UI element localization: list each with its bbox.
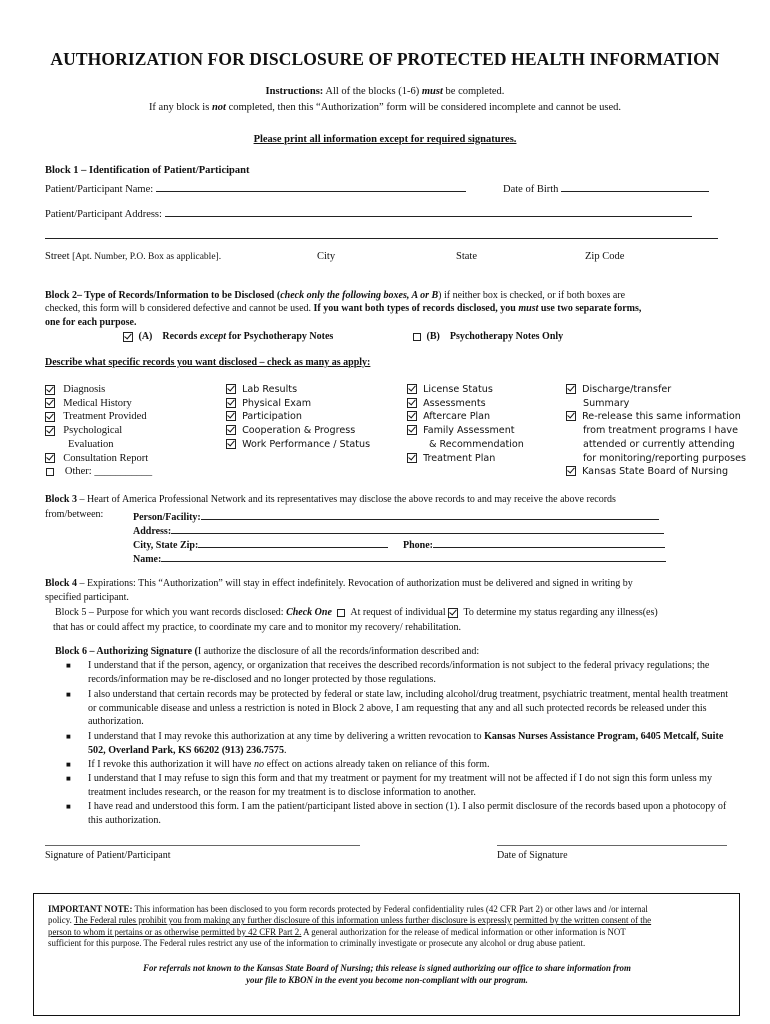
city-label: City [317,251,336,262]
block5-text: – Purpose for which you want records disclosed: [88,607,284,618]
phone-field[interactable] [433,537,665,548]
block6-bullet-3: I understand that I may revoke this authorization at any time by delivering a written revocation to Kansas Nurses Assistance Program, 6405 Metcalf, Suite 502, Overland Park, KS 66202 (913) 236.7575. [88,731,724,756]
record-label: Work Performance / Status [242,438,371,450]
record-label: Psychological [63,425,123,437]
block3-name-row [133,551,666,565]
print-note: Please print all information except for required signatures. [253,134,517,145]
bullet-icon: ■ [66,732,71,741]
records-column-4 [566,383,746,479]
block6-bullet-5: I understand that I may refuse to sign this form and that my treatment or payment for my treatment will not be affected if I do not sign this form unless my treatment includes research, or the reason for my treatment is to disclose information to another. [88,773,713,798]
record-item[interactable] [407,424,524,438]
instructions-text: All of the blocks (1-6) [325,86,420,97]
street-label: Street [45,251,70,262]
describe-heading: Describe what specific records you want disclosed – check as many as apply: [45,357,371,368]
block5-label: Block 5 [55,607,87,618]
instructions-text: be completed. [445,86,505,97]
referral-note [33,963,741,986]
record-item[interactable] [566,465,746,479]
block6-bullet-4 [88,758,738,772]
block3-address-row [133,523,664,537]
important-note-text [48,904,738,949]
bullet-icon: ■ [66,690,71,699]
records-column-1 [45,383,152,479]
record-label: Participation [242,411,302,423]
record-item[interactable] [226,397,370,411]
record-label: Discharge/transfer [582,384,672,395]
revoke-effect-text: If I revoke this authorization it will have [88,759,252,770]
person-facility-label: Person/Facility: [133,512,201,523]
dob-field[interactable] [561,180,709,192]
record-label: Assessments [423,397,486,409]
record-item-continued: attended or currently attending [583,438,735,450]
phone-label: Phone: [403,540,433,551]
checkbox-checked-icon[interactable] [566,384,576,394]
record-item[interactable] [566,383,746,397]
block5-option-2: To determine my status regarding any illness(es) [463,607,658,618]
record-label: Treatment Plan [423,452,496,464]
bullet-icon: ■ [66,802,71,811]
record-item[interactable] [45,424,152,438]
record-item[interactable] [226,383,370,397]
block2-label: Block 2 [45,290,77,301]
record-label: Diagnosis [63,384,106,395]
record-label: Lab Results [242,384,298,395]
checkbox-checked-icon[interactable] [123,332,133,342]
record-label: Treatment Provided [63,411,147,423]
checkbox-checked-icon[interactable] [45,412,55,422]
phone-row [403,537,665,551]
referral-text: your file to KBON in the event you become non-compliant with our program. [246,974,528,985]
checkbox-checked-icon[interactable] [407,425,417,435]
person-facility-row [133,509,659,523]
checkbox-checked-icon[interactable] [226,425,236,435]
record-item[interactable] [407,410,524,424]
patient-name-row [45,180,466,195]
checkbox-checked-icon[interactable] [407,384,417,394]
checkbox-checked-icon[interactable] [226,439,236,449]
record-item[interactable] [45,383,152,397]
record-label: Re-release this same information [582,411,741,423]
must-emphasis: must [421,86,443,97]
option-a-text: for Psychotherapy Notes [228,331,334,342]
no-emphasis: no [253,759,265,770]
option-b[interactable] [413,331,563,342]
record-item[interactable] [407,383,524,397]
record-item[interactable] [45,397,152,411]
record-label: License Status [423,384,493,395]
city-state-zip-field[interactable] [198,537,388,548]
record-item[interactable] [226,410,370,424]
patient-name-field[interactable] [156,180,466,192]
block2-text: ) if neither box is checked, or if both boxes are [438,290,626,301]
referral-text: For referrals not known to the Kansas State Board of Nursing; this release is signed authorizing our office to share information from [143,963,631,973]
page-title: AUTHORIZATION FOR DISCLOSURE OF PROTECTED HEALTH INFORMATION [50,49,720,69]
record-label: Kansas State Board of Nursing [582,466,729,478]
record-item-continued: for monitoring/reporting purposes [583,452,747,464]
block3-name-label: Name: [133,554,162,565]
checkbox-checked-icon[interactable] [226,384,236,394]
record-label: Medical History [63,397,132,409]
block6-bullet-2: I also understand that certain records may be protected by federal or state law, including alcohol/drug treatment, psychiatric treatment, mental health treatment or communicable disease and unless a restriction is noted in Block 2 above, I am requesting that any and all such protected records be released under this authorization. [88,689,729,727]
record-item[interactable] [407,397,524,411]
revoke-effect-text: effect on actions already taken on reliance of this form. [266,759,490,770]
address-label: Patient/Participant Address: [45,209,162,220]
record-label: Physical Exam [242,397,312,409]
note-text: This information has been disclosed to you form records protected by Federal confidentiality rules (42 CFR Part 2) or other laws and /or internal [134,904,648,914]
instructions-line-1 [0,86,770,97]
person-facility-field[interactable] [201,509,659,520]
record-item[interactable] [45,410,152,424]
dob-label: Date of Birth [503,184,559,195]
note-text-underlined: The Federal rules prohibit you from making any further disclosure of this information unless further disclosure is expressly permitted by the written consent of the [73,915,652,926]
state-label: State [456,251,477,262]
signature-label: Signature of Patient/Participant [45,850,171,861]
note-text-underlined: person to whom it pertains or as otherwise permitted by 42 CFR Part 2. [48,926,302,937]
note-text: sufficient for this purpose. The Federal rules restrict any use of the information to criminally investigate or prosecute any alcohol or drug abuse patient. [48,937,586,948]
block2-text-bold: use two separate forms, [540,303,642,315]
patient-name-label: Patient/Participant Name: [45,184,154,195]
instructions-label: Instructions: [265,86,324,97]
checkbox-checked-icon[interactable] [226,398,236,408]
instructions-line-2 [0,102,770,113]
dob-row [503,180,709,195]
zip-label: Zip Code [585,251,625,262]
checkbox-empty-icon[interactable] [413,333,421,341]
important-note-label: IMPORTANT NOTE: [48,904,133,914]
revoke-text: I understand that I may revoke this authorization at any time by delivering a written revocation to [88,731,482,742]
checkbox-checked-icon[interactable] [407,453,417,463]
block2-text: checked, this form will b considered defective and cannot be used. [45,303,312,315]
block4-text: specified participant. [45,592,129,603]
record-item[interactable] [226,424,370,438]
record-item-continued: Evaluation [68,438,114,450]
instructions-text: If any block is [148,102,210,113]
block4-label: Block 4 [45,578,77,589]
checkbox-checked-icon[interactable] [45,453,55,463]
record-label: Consultation Report [63,452,149,464]
record-label: Cooperation & Progress [242,425,356,437]
block3-text: – Heart of America Professional Network and its representatives may disclose the above records to and may receive the above records [79,494,616,505]
records-column-3 [407,383,524,465]
block5-option-1: At request of individual [350,607,446,618]
checkbox-checked-icon[interactable] [226,411,236,421]
note-text: policy. [48,915,72,926]
option-b-label: (B) [426,331,440,342]
block6-bullet-6: I have read and understood this form. I am the patient/participant listed above in section (1). I also permit disclosure of the records based upon a photocopy of this authorization. [88,801,727,826]
block4 [45,577,735,605]
city-state-zip-label: City, State Zip: [133,540,199,551]
checkbox-checked-icon[interactable] [566,466,576,476]
street-label-row [45,251,221,262]
record-label: Family Assessment [423,425,515,437]
not-emphasis: not [211,102,226,113]
check-one-label: Check One [286,607,332,618]
block4-text: – Expirations: This “Authorization” will stay in effect indefinitely. Revocation of authorization must be delivered and signed in writing by [79,578,633,589]
option-a-except: except [199,331,226,342]
date-signature-label: Date of Signature [497,850,568,861]
block2-heading [45,289,735,329]
record-item[interactable] [45,452,152,466]
record-item[interactable] [226,438,370,452]
record-item[interactable] [566,410,746,424]
block2-check-note: check only the following boxes, A or B [280,290,439,301]
address-row [45,205,692,220]
checkbox-empty-icon[interactable] [337,609,345,617]
block1-heading: Block 1 – Identification of Patient/Participant [45,165,250,176]
checkbox-checked-icon[interactable] [45,426,55,436]
option-a-label: (A) [138,331,153,342]
block2-text-bold: If you want both types of records disclosed, you [313,303,516,315]
option-a[interactable] [123,331,333,342]
block3-label: Block 3 [45,494,77,505]
record-item-continued: & Recommendation [429,438,524,450]
block3-intro [45,494,616,505]
block6-bullet-1: I understand that if the person, agency, or organization that receives the described records/information is not subject to the federal privacy regulations; the records/information may be re-disclosed and no longer protected by those regulations. [88,660,710,685]
block6-heading [55,646,479,657]
note-text: A general authorization for the release of medical information or other information is NOT [303,926,626,937]
bullet-icon: ■ [66,774,71,783]
instructions-text: completed, then this “Authorization” form will be considered incomplete and cannot be used. [228,102,622,113]
signature-line[interactable] [45,845,360,846]
record-item-continued: from treatment programs I have [583,425,738,437]
block3-name-field[interactable] [161,551,666,562]
city-state-zip-row [133,537,388,551]
block5-line-2: that has or could affect my practice, to coordinate my care and to monitor my recovery/ rehabilitation. [53,622,461,633]
must-emphasis: must [518,303,539,315]
block3-from: from/between: [45,509,104,520]
record-item-continued: Summary [583,397,630,409]
record-label: Aftercare Plan [423,411,491,423]
block3-address-label: Address: [133,526,172,537]
address-field[interactable] [165,205,692,217]
block6-label: Block 6 – Authorizing Signature ( [55,646,198,657]
revoke-organization: Kansas Nurses Assistance Program, 6405 Metcalf, Suite 502, Overland Park, KS 66202 (913) 236.7575 [88,731,724,756]
checkbox-checked-icon[interactable] [566,411,576,421]
checkbox-empty-icon[interactable] [46,468,54,476]
option-a-text: Records [162,331,198,342]
checkbox-checked-icon[interactable] [448,608,458,618]
date-signature-line[interactable] [497,845,727,846]
bullet-icon: ■ [66,760,71,769]
block3-address-field[interactable] [171,523,664,534]
block6-text: I authorize the disclosure of all the records/information described and: [197,646,480,657]
option-b-text: Psychotherapy Notes Only [449,331,564,342]
record-item[interactable] [407,452,524,466]
bullet-icon: ■ [66,661,71,670]
record-item-other[interactable] [45,465,152,479]
address-line-2[interactable] [45,238,718,239]
records-column-2 [226,383,370,452]
record-label: Other: ___________ [64,466,153,478]
block2-text-bold: one for each purpose. [45,316,137,328]
block5-line-1 [55,607,658,618]
checkbox-checked-icon[interactable] [407,411,417,421]
block2-title: – Type of Records/Information to be Disclosed ( [76,290,281,301]
checkbox-checked-icon[interactable] [407,398,417,408]
checkbox-checked-icon[interactable] [45,398,55,408]
checkbox-checked-icon[interactable] [45,385,55,395]
street-note: [Apt. Number, P.O. Box as applicable]. [72,252,222,262]
